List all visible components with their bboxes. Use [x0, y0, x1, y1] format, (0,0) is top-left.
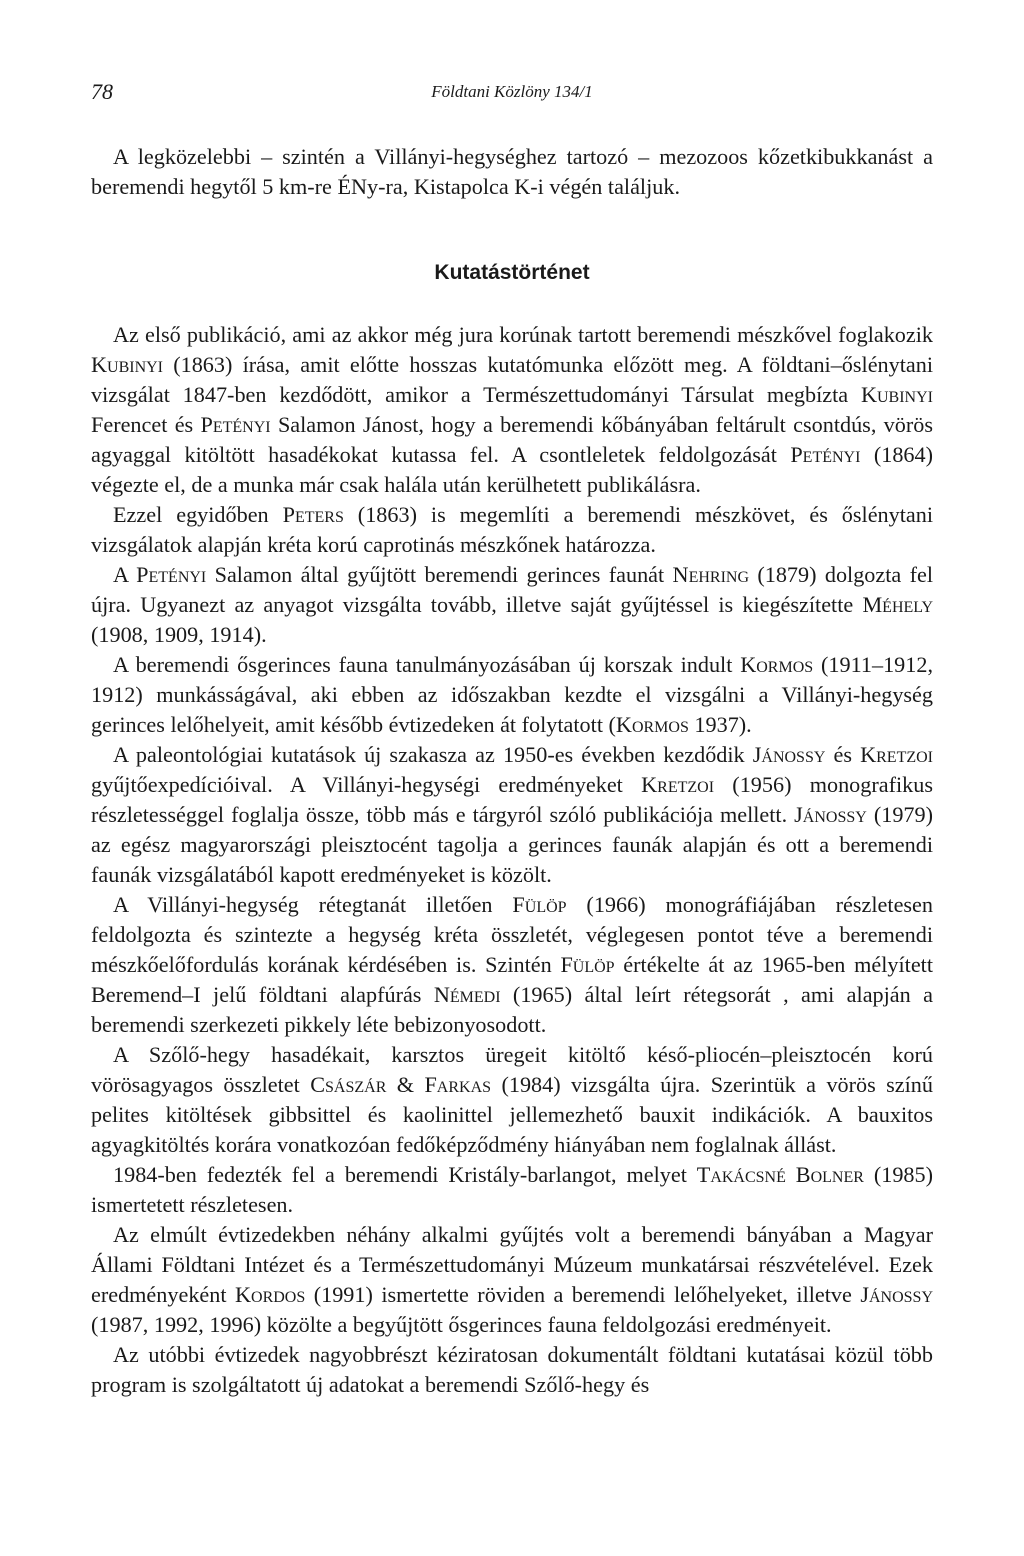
text-run: A Szőlő-hegy hasadékait, karsztos üregeit kitöltő késő-pliocén–pleisztocén korú vörösagyagos összletet — [91, 1042, 933, 1097]
paragraph-10 — [91, 1340, 933, 1400]
intro-paragraph: A legközelebbi – szintén a Villányi-hegységhez tartozó – mezozoos kőzetkibukkanást a beremendi hegytől 5 km-re ÉNy-ra, Kistapolca K-i végén találjuk. — [91, 144, 933, 199]
paragraph-9 — [91, 1220, 933, 1340]
author-name: Kubinyi — [860, 382, 933, 407]
text-run: Az elmúlt évtizedekben néhány alkalmi gyűjtés volt a beremendi bányában a Magyar Állami Földtani Intézet és a Természettudományi Múzeum munkatársai részvételével. Ezek eredményeként — [91, 1222, 933, 1307]
text-run: (1863) is megemlíti a beremendi mészkövet, és őslénytani vizsgálatok alapján kréta korú caprotinás mészkőnek határozza. — [91, 502, 934, 557]
paragraph-1 — [91, 320, 933, 500]
text-run: A Villányi-hegység rétegtanát illetően — [113, 892, 513, 917]
paragraph-8 — [91, 1160, 933, 1220]
author-name: Kormos — [740, 652, 814, 677]
text-run: (1965) által leírt rétegsorát , ami alapján a beremendi szerkezeti pikkely léte bebizonyosodott. — [91, 982, 933, 1037]
author-name: Méhely — [862, 592, 933, 617]
author-name: Fülöp — [512, 892, 567, 917]
paragraph-3 — [91, 560, 933, 650]
author-name: Peters — [282, 502, 344, 527]
text-run: (1908, 1909, 1914). — [91, 622, 267, 647]
text-run: A beremendi ősgerinces fauna tanulmányozásában új korszak indult — [113, 652, 741, 677]
text-run: Ezzel egyidőben — [113, 502, 283, 527]
text-run: A — [113, 562, 137, 587]
text-run: Az utóbbi évtizedek nagyobbrészt kéziratosan dokumentált földtani kutatásai közül több program is szolgáltatott új adatokat a beremendi Szőlő-hegy és — [91, 1342, 933, 1397]
author-name: Petényi — [136, 562, 207, 587]
text-run: Ferencet és — [91, 412, 201, 437]
text-run: (1987, 1992, 1996) közölte a begyűjtött ősgerinces fauna feldolgozási eredményeit. — [91, 1312, 832, 1337]
text-run: gyűjtőexpedícióival. A Villányi-hegységi eredményeket — [91, 772, 642, 797]
author-name: Némedi — [433, 982, 501, 1007]
paragraph-6 — [91, 890, 933, 1040]
text-run: értékelte át az 1965-ben mélyített Beremend–I jelű földtani alapfúrás — [91, 952, 934, 1007]
author-name: Nehring — [672, 562, 750, 587]
author-name: Kretzoi — [860, 742, 934, 767]
author-name: Kubinyi — [91, 352, 164, 377]
text-run: (1966) monográfiájában részletesen feldolgozta és szintezte a hegység kréta összletét, véglegesen pontot téve a beremendi mészkőelőfordulás korának kérdésében is. Szintén — [91, 892, 933, 977]
text-run: Az első publikáció, ami az akkor még jura korúnak tartott beremendi mészkővel foglakozik — [113, 322, 933, 347]
text-run: 1984-ben fedezték fel a beremendi Kristály-barlangot, melyet — [113, 1162, 697, 1187]
author-name: Jánossy — [860, 1282, 933, 1307]
paragraph-5 — [91, 740, 933, 890]
author-name: Kormos — [615, 712, 689, 737]
text-run: (1991) ismertette röviden a beremendi lelőhelyeket, illetve — [305, 1282, 861, 1307]
text-run: (1879) dolgozta fel újra. Ugyanezt az anyagot vizsgálta tovább, illetve saját gyűjtéssel is kiegészítette — [91, 562, 934, 617]
text-run: és — [825, 742, 861, 767]
text-run: A paleontológiai kutatások új szakasza az 1950-es években kezdődik — [113, 742, 753, 767]
paragraph-2 — [91, 500, 933, 560]
text-run: (1863) írása, amit előtte hosszas kutatómunka előzött meg. A földtani–őslénytani vizsgálat 1847-ben kezdődött, amikor a Természettudományi Társulat megbízta — [91, 352, 933, 407]
author-name: Petényi — [200, 412, 271, 437]
author-name: Jánossy — [794, 802, 867, 827]
author-name: Fülöp — [560, 952, 615, 977]
author-name: Petényi — [790, 442, 861, 467]
text-run: Salamon által gyűjtött beremendi gerinces faunát — [206, 562, 673, 587]
text-run: (1911–1912, 1912) munkásságával, aki ebben az időszakban kezdte el vizsgálni a Villányi-hegység gerinces lelőhelyeit, amit később évtizedeken át folytatott ( — [91, 652, 933, 737]
text-run: (1979) az egész magyarországi pleisztocént tagolja a gerinces faunák alapján és ott a beremendi faunák vizsgálatából kapott eredményeket is közölt. — [91, 802, 934, 887]
text-run: (1985) ismertetett részletesen. — [91, 1162, 933, 1217]
text-run: (1956) monografikus részletességgel foglalja össze, több más e tárgyról szóló publikációja mellett. — [91, 772, 933, 827]
section-heading: Kutatástörténet — [434, 261, 590, 284]
author-name: Takácsné Bolner — [696, 1162, 864, 1187]
paragraph-7 — [91, 1040, 933, 1160]
text-run: Salamon Jánost, hogy a beremendi kőbányában feltárult csontdús, vörös agyaggal kitöltött hasadékokat kutassa fel. A csontleletek feldolgozását — [91, 412, 933, 467]
author-name: Jánossy — [752, 742, 826, 767]
text-run: (1984) vizsgálta újra. Szerintük a vörös színű pelites kitöltések gibbsittel és kaolinittel jellemezhető bauxit indikációk. A bauxitos agyagkitöltés korára vonatkozóan fedőképződmény hiányában nem foglalnak állást. — [91, 1072, 933, 1157]
author-name: Császár & Farkas — [310, 1072, 492, 1097]
page-number: 78 — [91, 79, 113, 104]
article-body — [91, 142, 933, 1400]
author-name: Kordos — [235, 1282, 306, 1307]
text-run: (1864) végezte el, de a munka már csak halála után kerülhetett publikálásra. — [91, 442, 933, 497]
text-run: 1937). — [688, 712, 752, 737]
author-name: Kretzoi — [641, 772, 715, 797]
paragraph-4 — [91, 650, 933, 740]
journal-title: Földtani Közlöny 134/1 — [431, 82, 593, 101]
